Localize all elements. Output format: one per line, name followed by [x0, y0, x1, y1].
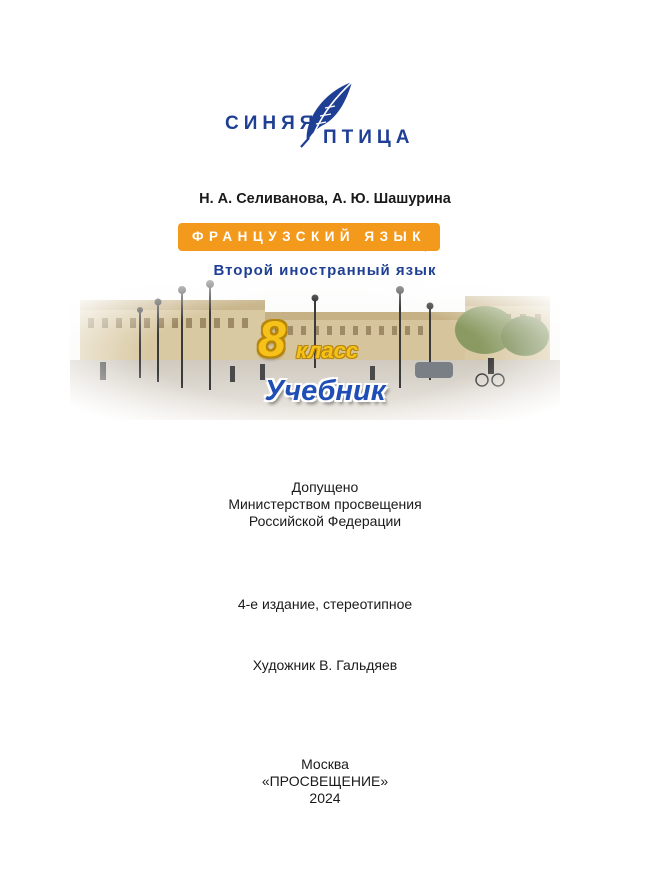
publisher-logo — [225, 80, 415, 150]
imprint — [0, 756, 650, 807]
grade-number: 8 — [258, 311, 286, 367]
book-type: Учебник — [264, 375, 386, 407]
logo-word-2: ПТИЦА — [323, 127, 415, 148]
subject-label-tail — [425, 240, 437, 252]
imprint-year: 2024 — [309, 790, 341, 806]
second-language-label: Второй иностранный язык — [213, 262, 437, 279]
artist-credit: Художник В. Гальдяев — [252, 657, 398, 673]
approval-line-3: Российской Федерации — [248, 513, 402, 529]
authors: Н. А. Селиванова, А. Ю. Шашурина — [199, 191, 451, 207]
grade-badge — [258, 310, 398, 366]
approval-note — [0, 479, 650, 530]
subject-label: ФРАНЦУЗСКИЙ ЯЗЫК — [178, 223, 440, 251]
approval-line-2: Министерством просвещения — [228, 496, 422, 512]
imprint-city: Москва — [301, 756, 349, 772]
logo-word-1: СИНЯЯ — [225, 113, 319, 134]
imprint-publisher: «ПРОСВЕЩЕНИЕ» — [261, 773, 389, 789]
edition-note: 4-е издание, стереотипное — [237, 596, 413, 612]
grade-word: класс — [296, 338, 359, 363]
approval-line-1: Допущено — [291, 479, 359, 495]
